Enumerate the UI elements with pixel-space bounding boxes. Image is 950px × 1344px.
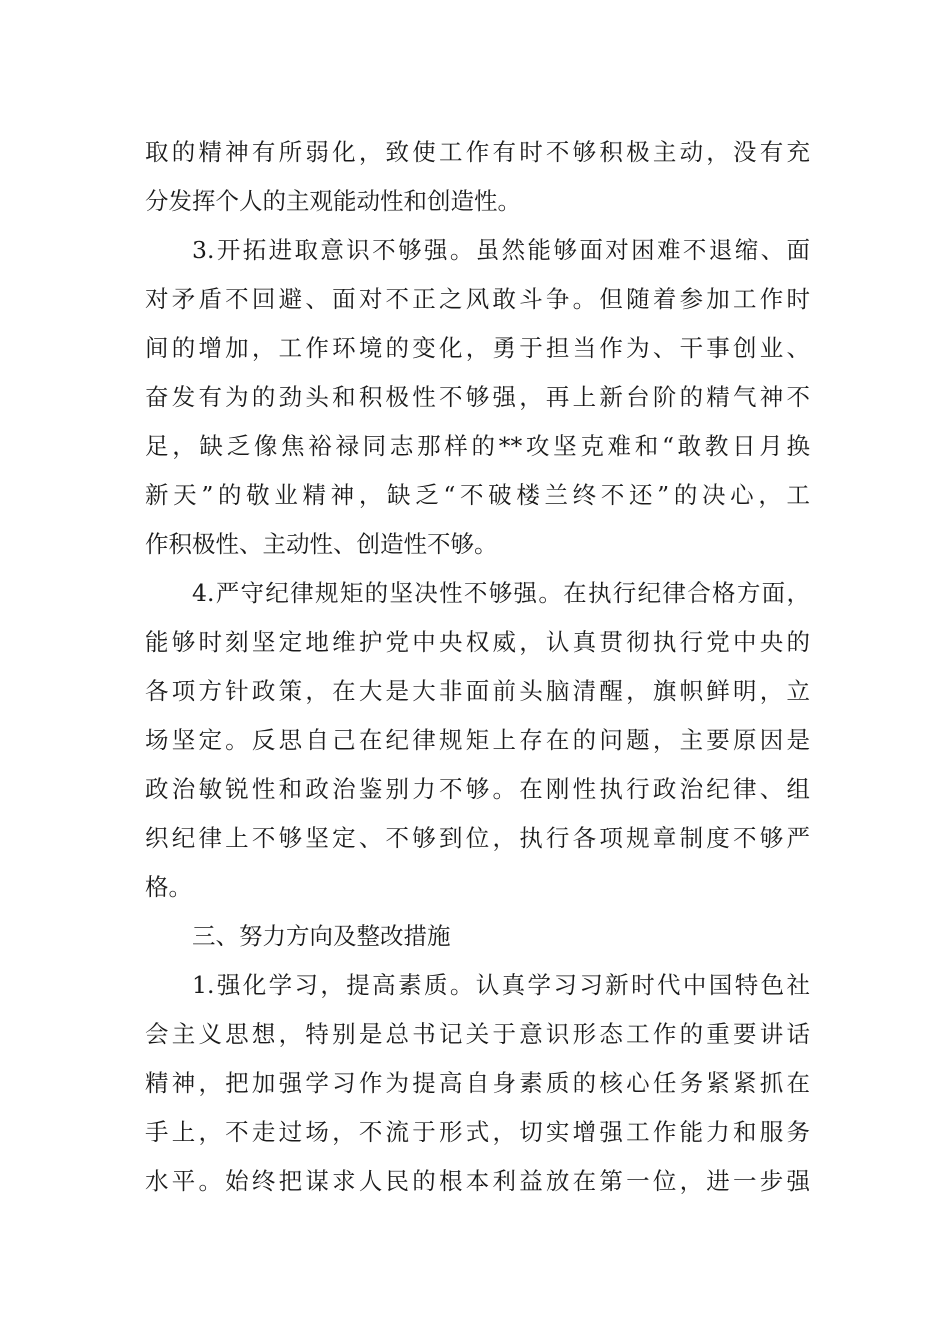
text-line: 格。 <box>145 873 192 901</box>
text-line: 织纪律上不够坚定、不够到位，执行各项规章制度不够严 <box>145 824 810 852</box>
text-line: 手上，不走过场，不流于形式，切实增强工作能力和服务 <box>145 1118 810 1146</box>
document-body <box>145 128 810 1206</box>
text-line: 精神，把加强学习作为提高自身素质的核心任务紧紧抓在 <box>145 1069 810 1097</box>
item-3-heading-line: 3.开拓进取意识不够强。虽然能够面对困难不退缩、面 <box>192 236 810 264</box>
text-line: 各项方针政策，在大是大非面前头脑清醒，旗帜鲜明，立 <box>145 677 810 705</box>
item-4-heading-line: 4.严守纪律规矩的坚决性不够强。在执行纪律合格方面， <box>192 579 810 607</box>
text-line: 奋发有为的劲头和积极性不够强，再上新台阶的精气神不 <box>145 383 810 411</box>
text-line: 会主义思想，特别是总书记关于意识形态工作的重要讲话 <box>145 1020 810 1048</box>
text-line: 间的增加，工作环境的变化，勇于担当作为、干事创业、 <box>145 334 810 362</box>
text-line: 作积极性、主动性、创造性不够。 <box>145 530 498 558</box>
text-line: 水平。始终把谋求人民的根本利益放在第一位，进一步强 <box>145 1167 810 1195</box>
section-heading: 三、努力方向及整改措施 <box>192 922 451 950</box>
item-1-heading-line: 1.强化学习，提高素质。认真学习习新时代中国特色社 <box>192 971 810 999</box>
text-line: 对矛盾不回避、面对不正之风敢斗争。但随着参加工作时 <box>145 285 810 313</box>
text-line: 场坚定。反思自己在纪律规矩上存在的问题，主要原因是 <box>145 726 810 754</box>
text-line: 能够时刻坚定地维护党中央权威，认真贯彻执行党中央的 <box>145 628 810 656</box>
text-line: 新天”的敬业精神，缺乏“不破楼兰终不还”的决心，工 <box>145 481 810 509</box>
text-line: 取的精神有所弱化，致使工作有时不够积极主动，没有充 <box>145 138 810 166</box>
text-line: 政治敏锐性和政治鉴别力不够。在刚性执行政治纪律、组 <box>145 775 810 803</box>
text-line: 足，缺乏像焦裕禄同志那样的**攻坚克难和“敢教日月换 <box>145 432 810 460</box>
text-line: 分发挥个人的主观能动性和创造性。 <box>145 187 521 215</box>
